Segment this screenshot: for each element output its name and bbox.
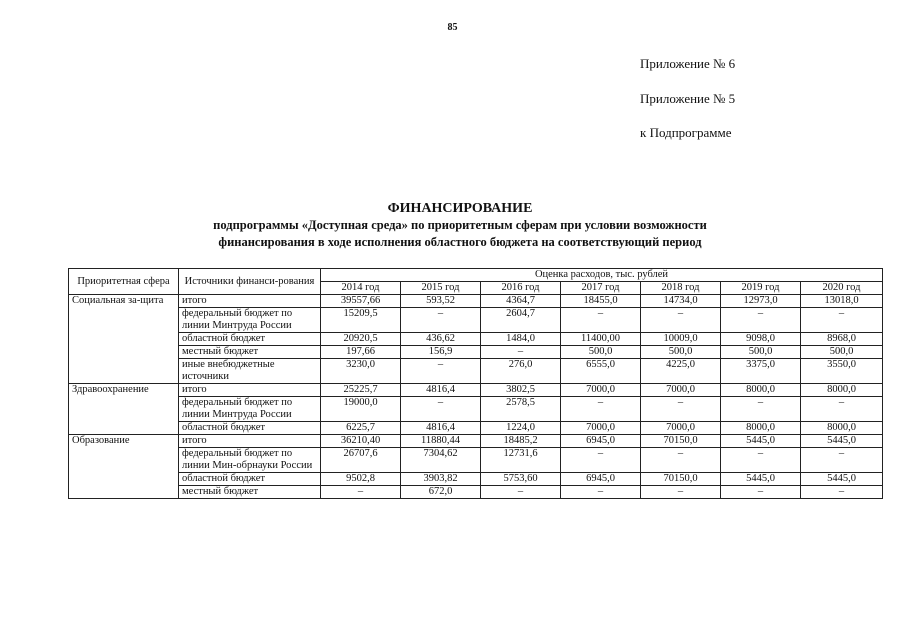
- expense-value: 9502,8: [321, 473, 401, 486]
- table-row: [69, 473, 883, 486]
- expense-value: 70150,0: [641, 473, 721, 486]
- expense-value: 7000,0: [561, 422, 641, 435]
- expense-value: –: [401, 308, 481, 333]
- funding-source: федеральный бюджет по линии Мин-обрнауки России: [179, 448, 321, 473]
- table-row: [69, 384, 883, 397]
- header-year: 2016 год: [481, 282, 561, 295]
- expense-value: 25225,7: [321, 384, 401, 397]
- page-number: 85: [447, 22, 458, 33]
- priority-sphere: Социальная за-щита: [69, 295, 179, 308]
- expense-value: 7000,0: [641, 384, 721, 397]
- expense-value: 11880,44: [401, 435, 481, 448]
- header-year: 2014 год: [321, 282, 401, 295]
- expense-value: –: [641, 397, 721, 422]
- priority-sphere: Здравоохранение: [69, 384, 179, 397]
- document-title: [60, 200, 860, 251]
- funding-source: областной бюджет: [179, 422, 321, 435]
- expense-value: 14734,0: [641, 295, 721, 308]
- expense-value: 11400,00: [561, 333, 641, 346]
- expense-value: 8000,0: [801, 422, 883, 435]
- expense-value: –: [801, 448, 883, 473]
- expense-value: 500,0: [641, 346, 721, 359]
- title-line-2: финансирования в ходе исполнения областного бюджета на соответствующий период: [218, 235, 702, 249]
- expense-value: –: [721, 308, 801, 333]
- table-row: [69, 359, 883, 384]
- expense-value: 12731,6: [481, 448, 561, 473]
- expense-value: 593,52: [401, 295, 481, 308]
- header-year: 2020 год: [801, 282, 883, 295]
- funding-source: иные внебюджетные источники: [179, 359, 321, 384]
- expense-value: –: [801, 486, 883, 499]
- expense-value: –: [401, 397, 481, 422]
- table-row: [69, 397, 883, 422]
- expense-value: –: [801, 397, 883, 422]
- expense-value: 26707,6: [321, 448, 401, 473]
- table-row: [69, 295, 883, 308]
- expense-value: –: [721, 397, 801, 422]
- priority-sphere-empty: [69, 473, 179, 486]
- table-row: [69, 308, 883, 333]
- table-row: [69, 422, 883, 435]
- expense-value: –: [561, 486, 641, 499]
- expense-value: 8968,0: [801, 333, 883, 346]
- table-row: [69, 486, 883, 499]
- expense-value: 3802,5: [481, 384, 561, 397]
- priority-sphere-empty: [69, 346, 179, 359]
- expense-value: 5445,0: [721, 435, 801, 448]
- expense-value: –: [481, 346, 561, 359]
- appendix-line-2: Приложение № 5: [640, 91, 736, 106]
- expense-value: 500,0: [561, 346, 641, 359]
- priority-sphere-empty: [69, 359, 179, 384]
- expense-value: 500,0: [801, 346, 883, 359]
- expense-value: 4225,0: [641, 359, 721, 384]
- expense-value: 8000,0: [721, 422, 801, 435]
- funding-source: итого: [179, 384, 321, 397]
- expense-value: 5445,0: [721, 473, 801, 486]
- title-main: ФИНАНСИРОВАНИЕ: [387, 201, 533, 216]
- table-row: [69, 435, 883, 448]
- expense-value: 2604,7: [481, 308, 561, 333]
- header-year: 2017 год: [561, 282, 641, 295]
- expense-value: –: [561, 308, 641, 333]
- expense-value: 8000,0: [721, 384, 801, 397]
- expense-value: 4816,4: [401, 384, 481, 397]
- expense-value: 4816,4: [401, 422, 481, 435]
- expense-value: 276,0: [481, 359, 561, 384]
- expense-value: 13018,0: [801, 295, 883, 308]
- appendix-line-3: к Подпрограмме: [640, 125, 732, 140]
- priority-sphere-empty: [69, 422, 179, 435]
- expense-value: –: [721, 448, 801, 473]
- expense-value: 8000,0: [801, 384, 883, 397]
- expense-value: 18485,2: [481, 435, 561, 448]
- header-year: 2015 год: [401, 282, 481, 295]
- expense-value: –: [401, 359, 481, 384]
- priority-sphere-empty: [69, 486, 179, 499]
- expense-value: 10009,0: [641, 333, 721, 346]
- expense-value: 5753,60: [481, 473, 561, 486]
- expense-value: –: [801, 308, 883, 333]
- expense-value: 156,9: [401, 346, 481, 359]
- financing-table: [68, 268, 883, 499]
- header-sphere: Приоритетная сфера: [69, 269, 179, 295]
- appendix-line-1: Приложение № 6: [640, 56, 736, 71]
- expense-value: 5445,0: [801, 473, 883, 486]
- expense-value: –: [641, 486, 721, 499]
- expense-value: –: [641, 448, 721, 473]
- header-source: Источники финанси-рования: [179, 269, 321, 295]
- expense-value: 19000,0: [321, 397, 401, 422]
- header-year: 2018 год: [641, 282, 721, 295]
- funding-source: областной бюджет: [179, 473, 321, 486]
- expense-value: 2578,5: [481, 397, 561, 422]
- expense-value: 39557,66: [321, 295, 401, 308]
- expense-value: 12973,0: [721, 295, 801, 308]
- expense-value: 500,0: [721, 346, 801, 359]
- header-year: 2019 год: [721, 282, 801, 295]
- expense-value: –: [321, 486, 401, 499]
- expense-value: 18455,0: [561, 295, 641, 308]
- expense-value: 3375,0: [721, 359, 801, 384]
- expense-value: 197,66: [321, 346, 401, 359]
- priority-sphere-empty: [69, 397, 179, 422]
- priority-sphere-empty: [69, 333, 179, 346]
- expense-value: –: [561, 448, 641, 473]
- expense-value: –: [721, 486, 801, 499]
- expense-value: –: [641, 308, 721, 333]
- funding-source: федеральный бюджет по линии Минтруда России: [179, 308, 321, 333]
- funding-source: итого: [179, 295, 321, 308]
- expense-value: 6225,7: [321, 422, 401, 435]
- expense-value: 1484,0: [481, 333, 561, 346]
- expense-value: 1224,0: [481, 422, 561, 435]
- expense-value: 7000,0: [561, 384, 641, 397]
- expense-value: 6945,0: [561, 473, 641, 486]
- expense-value: 3903,82: [401, 473, 481, 486]
- funding-source: областной бюджет: [179, 333, 321, 346]
- expense-value: 3230,0: [321, 359, 401, 384]
- expense-value: 6555,0: [561, 359, 641, 384]
- expense-value: 3550,0: [801, 359, 883, 384]
- expense-value: 436,62: [401, 333, 481, 346]
- table-row: [69, 333, 883, 346]
- expense-value: 70150,0: [641, 435, 721, 448]
- expense-value: –: [481, 486, 561, 499]
- expense-value: 15209,5: [321, 308, 401, 333]
- expense-value: 5445,0: [801, 435, 883, 448]
- funding-source: местный бюджет: [179, 346, 321, 359]
- funding-source: федеральный бюджет по линии Минтруда России: [179, 397, 321, 422]
- expense-value: 6945,0: [561, 435, 641, 448]
- funding-source: итого: [179, 435, 321, 448]
- expense-value: 20920,5: [321, 333, 401, 346]
- priority-sphere-empty: [69, 308, 179, 333]
- priority-sphere-empty: [69, 448, 179, 473]
- expense-value: 7304,62: [401, 448, 481, 473]
- funding-source: местный бюджет: [179, 486, 321, 499]
- title-line-1: подпрограммы «Доступная среда» по приоритетным сферам при условии возможности: [213, 218, 707, 232]
- priority-sphere: Образование: [69, 435, 179, 448]
- expense-value: 7000,0: [641, 422, 721, 435]
- expense-value: 9098,0: [721, 333, 801, 346]
- table-row: [69, 448, 883, 473]
- expense-value: 36210,40: [321, 435, 401, 448]
- table-row: [69, 346, 883, 359]
- expense-value: 672,0: [401, 486, 481, 499]
- header-estimate: Оценка расходов, тыс. рублей: [321, 269, 883, 282]
- expense-value: –: [561, 397, 641, 422]
- expense-value: 4364,7: [481, 295, 561, 308]
